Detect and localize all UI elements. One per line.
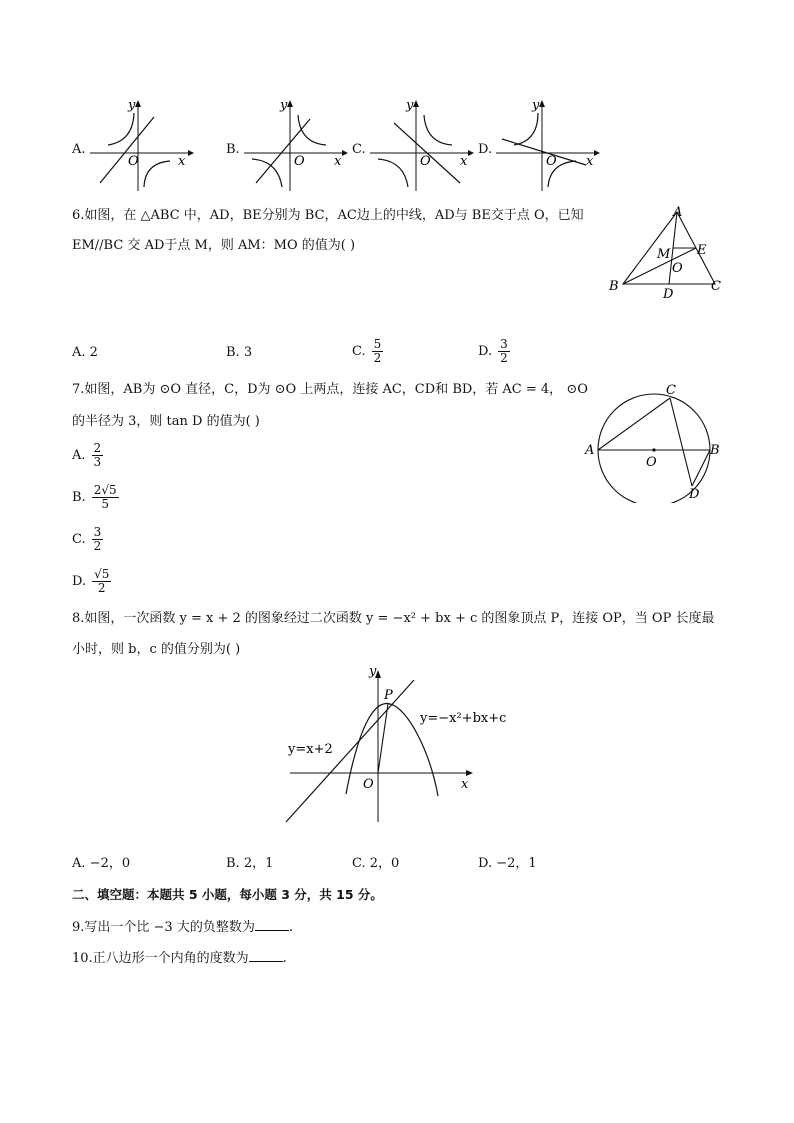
q6-option-a[interactable]: A. 2: [72, 345, 98, 360]
svg-text:x: x: [586, 154, 594, 169]
line-graph: [100, 117, 154, 183]
q7-option-d[interactable]: D. $\frac{√5}{2}$: [72, 567, 110, 595]
label-d: D: [663, 287, 674, 302]
label-a: A: [673, 205, 683, 220]
y-arrow-icon: [135, 100, 141, 107]
q10: 10.正八边形一个内角的度数为 .: [72, 951, 287, 966]
q9-text: 9.写出一个比 −3 大的负整数为: [72, 920, 255, 935]
y-arrow-icon: [413, 100, 419, 107]
label-b: B: [710, 443, 720, 458]
q8-function-figure: [282, 660, 512, 830]
y-arrow-icon: [287, 100, 293, 107]
q5-graph-a: [88, 95, 198, 195]
q6-option-b[interactable]: B. 3: [226, 345, 253, 360]
q6-option-c[interactable]: C. $\frac{5}{2}$: [352, 337, 382, 365]
hyperbola-branch: [108, 113, 134, 145]
q5-option-b-label[interactable]: B.: [226, 142, 240, 157]
svg-text:x: x: [334, 154, 342, 169]
q8-option-c[interactable]: C. 2，0: [352, 856, 400, 871]
q7-option-c[interactable]: C. $\frac{3}{2}$: [72, 525, 102, 553]
svg-text:y: y: [532, 98, 540, 113]
q5-options: [60, 95, 620, 195]
hyperbola-branch: [144, 161, 170, 187]
x-arrow-icon: [594, 150, 600, 156]
svg-text:O: O: [546, 154, 557, 169]
y-label: y: [369, 664, 377, 679]
q8-option-d[interactable]: D. −2，1: [478, 856, 537, 871]
vertex-label-p: P: [384, 688, 393, 703]
svg-text:y: y: [406, 98, 414, 113]
chord-cd: [670, 398, 692, 486]
q6-stem-line1: 6.如图，在 △ABC 中，AD，BE分别为 BC，AC边上的中线，AD与 BE交于点 O，已知: [72, 208, 584, 223]
line-equation-label: y=x+2: [288, 742, 333, 757]
label-o: O: [646, 455, 657, 470]
q6-triangle-figure: [605, 200, 735, 305]
x-arrow-icon: [466, 770, 473, 776]
q8-option-b[interactable]: B. 2，1: [226, 856, 274, 871]
q8-stem-line1: 8.如图，一次函数 y = x + 2 的图象经过二次函数 y = −x² + bx + c 的图象顶点 P，连接 OP，当 OP 长度最: [72, 611, 715, 626]
label-b: B: [609, 279, 619, 294]
label-o: O: [672, 261, 683, 276]
x-arrow-icon: [342, 150, 348, 156]
label-a: A: [585, 443, 595, 458]
q5-graph-c: [368, 95, 478, 195]
q7-circle-figure: [580, 378, 730, 503]
y-label: y: [128, 98, 136, 113]
y-arrow-icon: [539, 100, 545, 107]
q5-option-a-label[interactable]: A.: [72, 142, 86, 157]
q5-graph-b: [242, 95, 352, 195]
label-c: C: [666, 383, 676, 398]
chord-ac: [598, 398, 670, 450]
q5-option-c-label[interactable]: C.: [352, 142, 366, 157]
origin-label: O: [128, 154, 139, 169]
svg-text:O: O: [294, 154, 305, 169]
x-arrow-icon: [468, 150, 474, 156]
origin-label: O: [363, 777, 374, 792]
center-dot: [652, 448, 655, 451]
svg-text:O: O: [420, 154, 431, 169]
q9: 9.写出一个比 −3 大的负整数为 .: [72, 920, 293, 935]
label-m: M: [657, 247, 671, 262]
section-heading: 二、填空题：本题共 5 小题，每小题 3 分，共 15 分。: [72, 887, 383, 902]
q5-option-d-label[interactable]: D.: [478, 142, 493, 157]
label-c: C: [711, 279, 721, 294]
parabola-equation-label: y=−x²+bx+c: [420, 711, 507, 726]
q6-stem-line2: EM//BC 交 AD于点 M，则 AM：MO 的值为( ): [72, 238, 356, 253]
svg-text:x: x: [460, 154, 468, 169]
label-d: D: [689, 487, 700, 502]
q10-answer-blank[interactable]: [249, 949, 283, 962]
x-arrow-icon: [188, 150, 194, 156]
x-label: x: [178, 154, 186, 169]
q6-option-d[interactable]: D. $\frac{3}{2}$: [478, 337, 508, 365]
q7-option-b[interactable]: B. $\frac{2√5}{5}$: [72, 483, 117, 511]
q8-stem-line2: 小时，则 b，c 的值分别为( ): [72, 642, 241, 657]
x-label: x: [461, 777, 469, 792]
svg-text:y: y: [280, 98, 288, 113]
q8-option-a[interactable]: A. −2，0: [72, 856, 131, 871]
q10-text: 10.正八边形一个内角的度数为: [72, 951, 249, 966]
q9-answer-blank[interactable]: [255, 918, 289, 931]
label-e: E: [697, 243, 707, 258]
q7-stem-line1: 7.如图，AB为 ⊙O 直径，C，D为 ⊙O 上两点，连接 AC，CD和 BD，若 AC = 4， ⊙O: [72, 382, 588, 397]
q7-stem-line2: 的半径为 3，则 tan D 的值为( ): [72, 414, 260, 429]
q7-option-a[interactable]: A. $\frac{2}{3}$: [72, 441, 102, 469]
q5-graph-d: [494, 95, 604, 195]
